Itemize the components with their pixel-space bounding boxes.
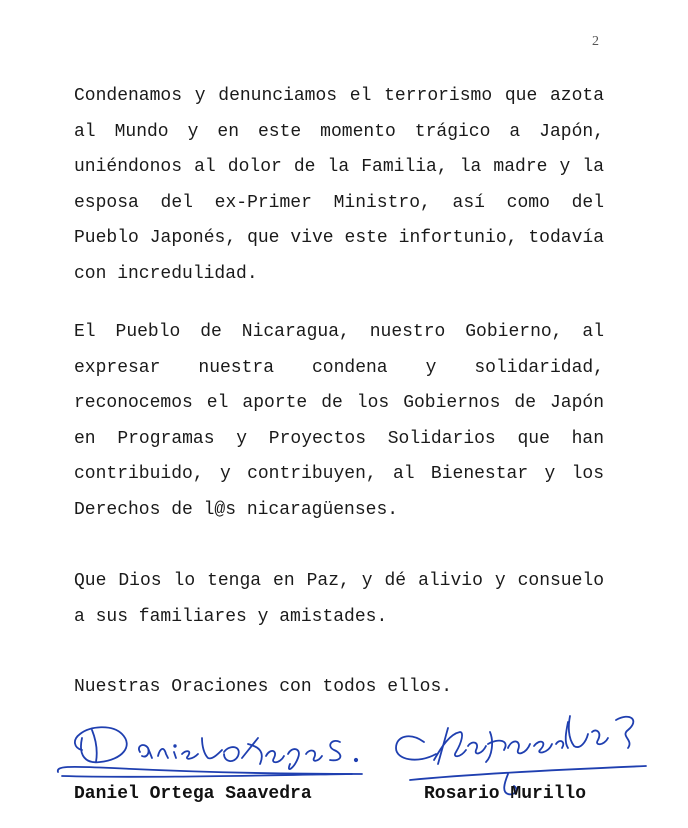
- ortega-signature-image: [52, 716, 372, 782]
- paragraph-condolence: Que Dios lo tenga en Paz, y dé alivio y consuelo a sus familiares y amistades.: [74, 571, 604, 627]
- paragraph-solidarity: El Pueblo de Nicaragua, nuestro Gobierno, al expresar nuestra condena y solidaridad, reconocemos el aporte de los Gobiernos de Japón en Programas y Proyectos Solidarios que han contribuido, y contribuyen, al Bienestar y los Derechos de l@s nicaragüenses.: [74, 322, 604, 520]
- paragraph-prayers: Nuestras Oraciones con todos ellos.: [74, 677, 453, 697]
- signer-name-murillo: Rosario Murillo: [424, 784, 587, 804]
- paragraph-condemnation: Condenamos y denunciamos el terrorismo que azota al Mundo y en este momento trágico a Japón, uniéndonos al dolor de la Familia, la madre y la esposa del ex-Primer Ministro, así como del Pueblo Japonés, que vive este infortunio, todavía con incredulidad.: [74, 86, 604, 284]
- signer-name-ortega: Daniel Ortega Saavedra: [74, 784, 312, 804]
- page-number: 2: [592, 34, 599, 49]
